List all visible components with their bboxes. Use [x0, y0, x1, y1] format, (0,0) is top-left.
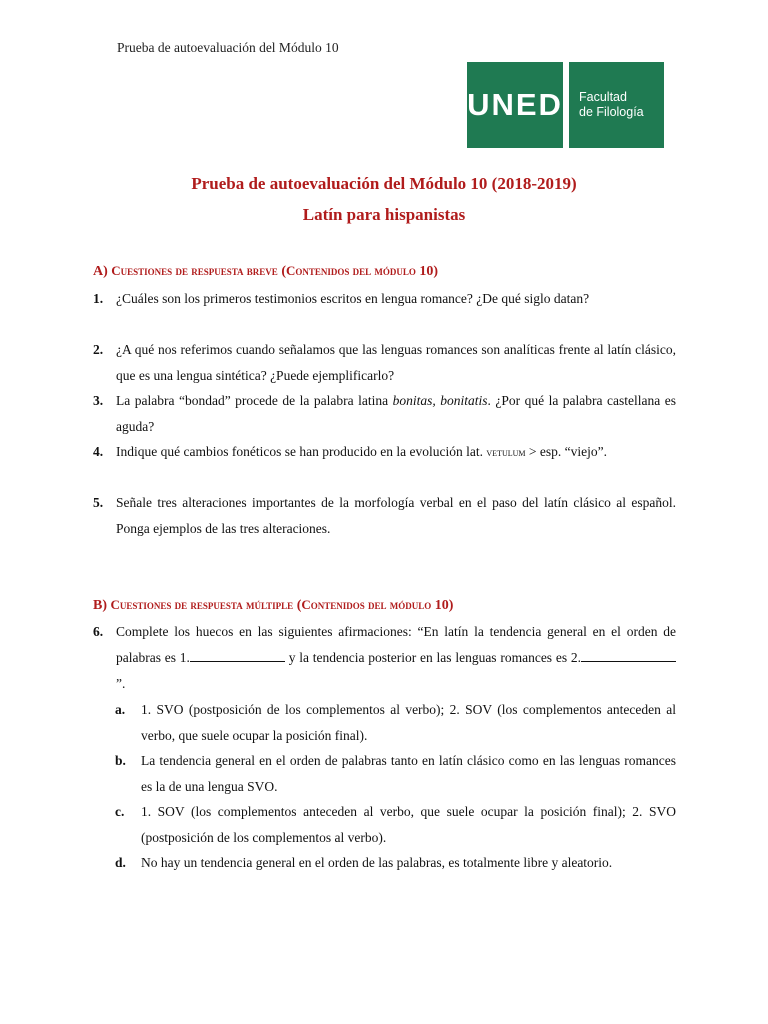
question-number: 1.: [93, 291, 104, 306]
option-text: La tendencia general en el orden de palabras tanto en latín clásico como en las lenguas romances es la de una lengua SVO.: [141, 753, 676, 794]
latin-word: bonitas, bonitatis: [392, 393, 488, 408]
question-4: [93, 439, 676, 465]
question-number: 6.: [93, 624, 104, 639]
logo-faculty-line1: Facultad: [579, 90, 627, 104]
question-text-part1: Complete los huecos en las siguientes afirmaciones: “En latín la tendencia general en el orden de palabras es 1.: [116, 624, 676, 665]
question-text-post: . ¿Por qué la palabra castellana es aguda?: [116, 393, 676, 434]
section-b-module: 10: [431, 598, 449, 613]
option-letter: d.: [115, 855, 126, 870]
latin-etymon: vetulum: [486, 445, 526, 459]
question-text: ¿A qué nos referimos cuando señalamos que las lenguas romances son analíticas frente al latín clásico, que es una lengua sintética? ¿Puede ejemplificarlo?: [116, 342, 676, 383]
section-a-contents: Contenidos del módulo: [285, 263, 416, 278]
section-a-paren-close: ): [433, 264, 439, 279]
question-5: [93, 490, 676, 542]
section-a-heading: [93, 263, 438, 280]
section-a-title: Cuestiones de respuesta breve: [111, 263, 278, 278]
running-header: Prueba de autoevaluación del Módulo 10: [117, 40, 339, 55]
question-number: 4.: [93, 444, 104, 459]
option-letter: c.: [115, 804, 125, 819]
option-c[interactable]: [115, 799, 676, 851]
section-a-paren-open: (: [277, 264, 286, 279]
question-text: Señale tres alteraciones importantes de la morfología verbal en el paso del latín clásico al español. Ponga ejemplos de las tres alteraciones.: [116, 495, 676, 536]
question-2: [93, 337, 676, 389]
question-text-pre: La palabra “bondad” procede de la palabra latina: [116, 393, 393, 408]
option-letter: b.: [115, 753, 126, 768]
logo-faculty-line2: de Filología: [579, 105, 644, 119]
question-3: [93, 388, 676, 440]
question-number: 2.: [93, 342, 104, 357]
option-letter: a.: [115, 702, 126, 717]
question-text-part2: y la tendencia posterior en las lenguas romances es 2.: [284, 650, 581, 665]
question-number: 3.: [93, 393, 104, 408]
question-text: [116, 439, 676, 465]
option-a[interactable]: [115, 697, 676, 749]
option-b[interactable]: [115, 748, 676, 800]
section-b-letter: B): [93, 598, 107, 613]
logo-brand: UNED: [467, 62, 563, 148]
uned-logo: [467, 62, 664, 148]
question-6: [93, 619, 676, 697]
section-a-module: 10: [415, 264, 434, 279]
question-text-post: > esp. “viejo”.: [525, 444, 607, 459]
section-b-heading: [93, 597, 453, 614]
document-subtitle: Latín para hispanistas: [302, 205, 466, 224]
question-text: ¿Cuáles son los primeros testimonios escritos en lengua romance? ¿De qué siglo datan?: [116, 291, 590, 306]
question-text-pre: Indique qué cambios fonéticos se han producido en la evolución lat.: [116, 444, 487, 459]
question-1: [93, 286, 676, 312]
document-title: Prueba de autoevaluación del Módulo 10 (2018-2019): [191, 174, 577, 193]
section-b-paren-open: (: [293, 598, 302, 613]
answer-blank-2[interactable]: [581, 647, 676, 662]
section-b-title: Cuestiones de respuesta múltiple: [110, 597, 294, 612]
option-text: 1. SOV (los complementos anteceden al verbo, que suele ocupar la posición final); 2. SVO (postposición de los complementos al verbo).: [141, 804, 676, 845]
section-b-contents: Contenidos del módulo: [301, 597, 432, 612]
section-b-paren-close: ): [448, 598, 454, 613]
option-text: 1. SVO (postposición de los complementos al verbo); 2. SOV (los complementos anteceden al verbo, que suele ocupar la posición final).: [141, 702, 676, 743]
option-d[interactable]: [115, 850, 676, 876]
question-text: [116, 619, 676, 697]
section-a-letter: A): [93, 264, 108, 279]
question-text-part3: ”.: [116, 676, 126, 691]
option-text: No hay un tendencia general en el orden de las palabras, es totalmente libre y aleatorio.: [141, 855, 613, 870]
question-text: [116, 388, 676, 440]
question-number: 5.: [93, 495, 104, 510]
logo-faculty: [569, 62, 664, 148]
answer-blank-1[interactable]: [190, 647, 285, 662]
